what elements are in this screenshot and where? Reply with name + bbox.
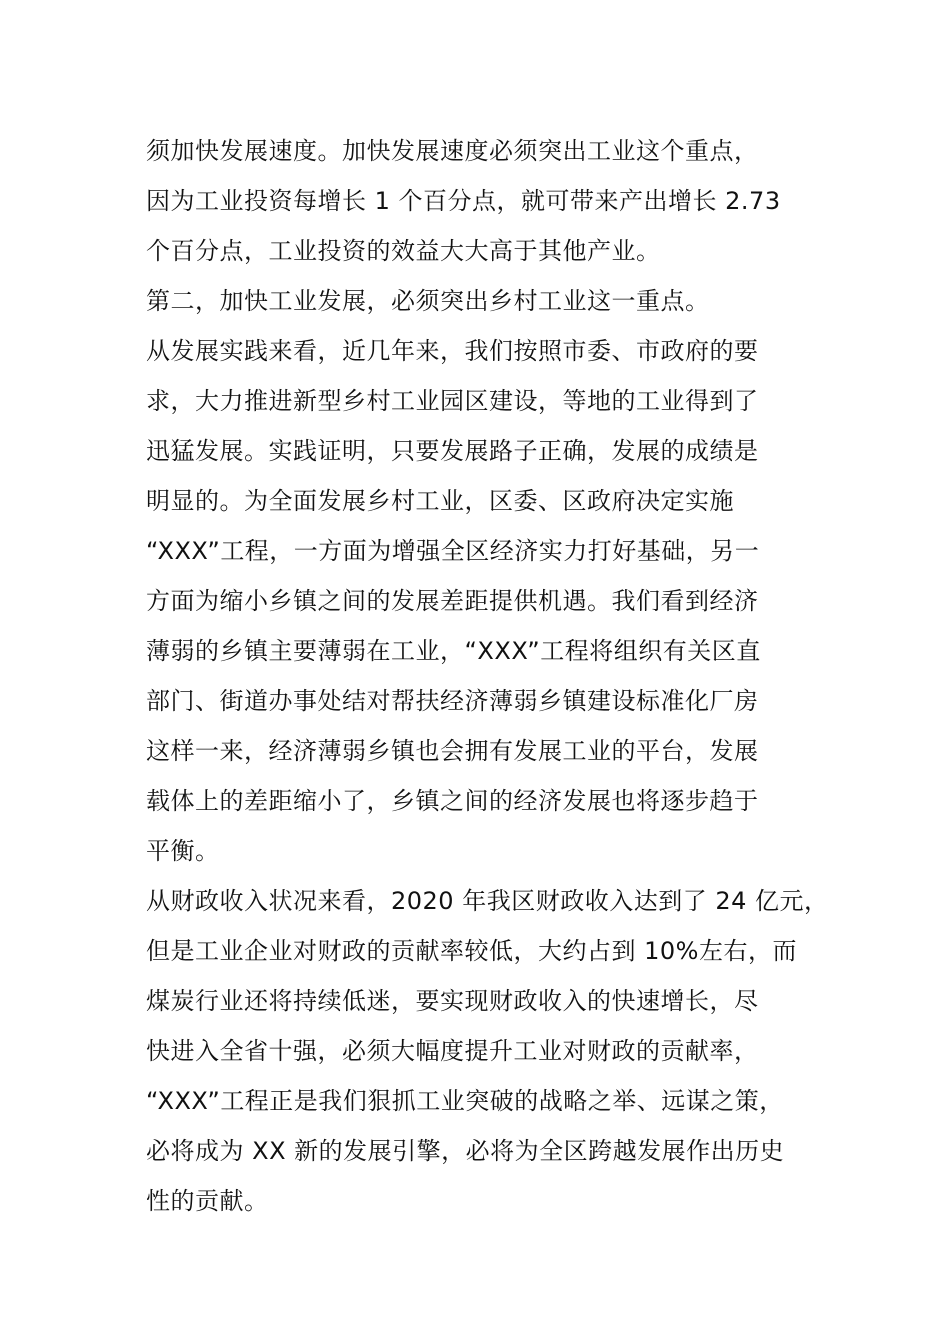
text-line: 求，大力推进新型乡村工业园区建设，等地的工业得到了 [146, 387, 759, 415]
text-line: 明显的。为全面发展乡村工业，区委、区政府决定实施 [146, 487, 734, 515]
text-line: “XXX”工程，一方面为增强全区经济实力打好基础，另一 [146, 537, 760, 565]
text-line: 薄弱的乡镇主要薄弱在工业，“XXX”工程将组织有关区直 [146, 637, 761, 665]
text-line: 煤炭行业还将持续低迷，要实现财政收入的快速增长，尽 [146, 987, 759, 1015]
text-line: 迅猛发展。实践证明，只要发展路子正确，发展的成绩是 [146, 437, 759, 465]
text-line: 载体上的差距缩小了，乡镇之间的经济发展也将逐步趋于 [146, 787, 759, 815]
text-line: 快进入全省十强，必须大幅度提升工业对财政的贡献率， [146, 1037, 759, 1065]
text-line: 从发展实践来看，近几年来，我们按照市委、市政府的要 [146, 337, 759, 365]
text-line: 这样一来，经济薄弱乡镇也会拥有发展工业的平台，发展 [146, 737, 759, 765]
text-line: 因为工业投资每增长 1 个百分点，就可带来产出增长 2.73 [146, 187, 781, 215]
text-line: 个百分点，工业投资的效益大大高于其他产业。 [146, 237, 661, 265]
text-line: 必将成为 XX 新的发展引擎，必将为全区跨越发展作出历史 [146, 1137, 785, 1165]
text-line: 平衡。 [146, 837, 220, 865]
text-line: 但是工业企业对财政的贡献率较低，大约占到 10%左右，而 [146, 937, 797, 965]
text-line: 须加快发展速度。加快发展速度必须突出工业这个重点， [146, 137, 759, 165]
text-line: 第二，加快工业发展，必须突出乡村工业这一重点。 [146, 287, 710, 315]
text-line: 方面为缩小乡镇之间的发展差距提供机遇。我们看到经济 [146, 587, 759, 615]
body-text [146, 126, 829, 1226]
text-line: “XXX”工程正是我们狠抓工业突破的战略之举、远谋之策， [146, 1087, 784, 1115]
text-line: 部门、街道办事处结对帮扶经济薄弱乡镇建设标准化厂房 [146, 687, 759, 715]
text-line: 从财政收入状况来看，2020 年我区财政收入达到了 24 亿元， [146, 887, 829, 915]
text-line: 性的贡献。 [146, 1187, 269, 1215]
